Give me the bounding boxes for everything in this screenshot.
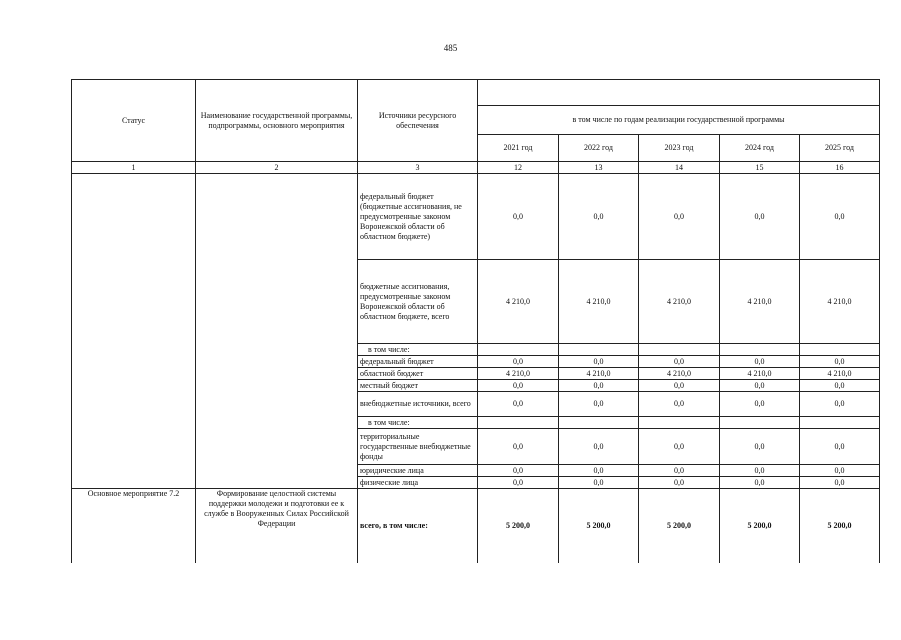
col-number: 1: [72, 162, 196, 174]
header-by-years: в том числе по годам реализации государственной программы: [478, 106, 880, 135]
value-cell: 0,0: [639, 380, 720, 392]
value-cell: 0,0: [559, 465, 639, 477]
value-cell: 0,0: [720, 477, 800, 489]
value-cell: [639, 344, 720, 356]
col-number: 2: [196, 162, 358, 174]
value-cell: [720, 344, 800, 356]
value-cell: [559, 344, 639, 356]
table-row: [72, 174, 880, 260]
value-cell: 4 210,0: [478, 368, 559, 380]
name-cell-empty: [196, 174, 358, 489]
value-cell: 0,0: [639, 477, 720, 489]
source-cell: областной бюджет: [358, 368, 478, 380]
value-cell: 0,0: [559, 429, 639, 465]
value-cell: 0,0: [800, 174, 880, 260]
value-cell: 0,0: [478, 356, 559, 368]
event-value: 5 200,0: [720, 489, 800, 563]
value-cell: 0,0: [639, 356, 720, 368]
value-cell: 0,0: [639, 465, 720, 477]
value-cell: 0,0: [800, 380, 880, 392]
col-number: 16: [800, 162, 880, 174]
value-cell: 0,0: [720, 380, 800, 392]
value-cell: 4 210,0: [800, 368, 880, 380]
source-cell: местный бюджет: [358, 380, 478, 392]
col-number: 3: [358, 162, 478, 174]
value-cell: 0,0: [478, 380, 559, 392]
event-status: Основное мероприятие 7.2: [72, 489, 196, 563]
header-blank: [478, 80, 880, 106]
value-cell: 0,0: [478, 174, 559, 260]
event-name: Формирование целостной системы поддержки молодежи и подготовки ее к службе в Вооруженных Силах Российской Федерации: [196, 489, 358, 563]
table-row-event: [72, 489, 880, 563]
header-program-name: Наименование государственной программы, подпрограммы, основного мероприятия: [196, 80, 358, 162]
value-cell: [639, 417, 720, 429]
status-cell-empty: [72, 174, 196, 489]
value-cell: 4 210,0: [478, 260, 559, 344]
value-cell: 4 210,0: [800, 260, 880, 344]
value-cell: 0,0: [559, 174, 639, 260]
value-cell: [720, 417, 800, 429]
page-number: 485: [443, 43, 458, 53]
value-cell: 0,0: [478, 477, 559, 489]
event-value: 5 200,0: [800, 489, 880, 563]
value-cell: 0,0: [800, 429, 880, 465]
col-number: 14: [639, 162, 720, 174]
event-value: 5 200,0: [478, 489, 559, 563]
value-cell: 0,0: [639, 174, 720, 260]
value-cell: 0,0: [478, 465, 559, 477]
source-cell: федеральный бюджет (бюджетные ассигнования, не предусмотренные законом Воронежской области об областном бюджете): [358, 174, 478, 260]
header-year: 2022 год: [559, 135, 639, 162]
value-cell: 0,0: [639, 392, 720, 417]
value-cell: 0,0: [800, 477, 880, 489]
source-cell: территориальные государственные внебюджетные фонды: [358, 429, 478, 465]
value-cell: 4 210,0: [720, 368, 800, 380]
value-cell: 0,0: [559, 380, 639, 392]
header-year: 2025 год: [800, 135, 880, 162]
source-cell: в том числе:: [358, 344, 478, 356]
source-cell: юридические лица: [358, 465, 478, 477]
value-cell: [559, 417, 639, 429]
value-cell: 0,0: [720, 392, 800, 417]
source-cell: федеральный бюджет: [358, 356, 478, 368]
header-year: 2024 год: [720, 135, 800, 162]
value-cell: [478, 417, 559, 429]
value-cell: 0,0: [478, 392, 559, 417]
value-cell: 0,0: [800, 392, 880, 417]
value-cell: 0,0: [639, 429, 720, 465]
source-cell: физические лица: [358, 477, 478, 489]
header-year: 2023 год: [639, 135, 720, 162]
value-cell: 0,0: [559, 392, 639, 417]
resource-table: [71, 79, 880, 563]
value-cell: 0,0: [559, 477, 639, 489]
value-cell: 0,0: [800, 356, 880, 368]
value-cell: 0,0: [720, 356, 800, 368]
value-cell: [800, 417, 880, 429]
col-number: 15: [720, 162, 800, 174]
source-cell: внебюджетные источники, всего: [358, 392, 478, 417]
value-cell: 0,0: [478, 429, 559, 465]
event-value: 5 200,0: [639, 489, 720, 563]
col-number: 13: [559, 162, 639, 174]
value-cell: 4 210,0: [720, 260, 800, 344]
value-cell: 0,0: [559, 356, 639, 368]
value-cell: 0,0: [720, 174, 800, 260]
value-cell: 4 210,0: [639, 368, 720, 380]
value-cell: 0,0: [720, 465, 800, 477]
value-cell: 4 210,0: [559, 368, 639, 380]
value-cell: 4 210,0: [559, 260, 639, 344]
source-cell: в том числе:: [358, 417, 478, 429]
event-source: всего, в том числе:: [358, 489, 478, 563]
header-sources: Источники ресурсного обеспечения: [358, 80, 478, 162]
value-cell: 0,0: [800, 465, 880, 477]
value-cell: 0,0: [720, 429, 800, 465]
header-status: Статус: [72, 80, 196, 162]
value-cell: [800, 344, 880, 356]
source-cell: бюджетные ассигнования, предусмотренные законом Воронежской области об областном бюджете, всего: [358, 260, 478, 344]
event-value: 5 200,0: [559, 489, 639, 563]
header-year: 2021 год: [478, 135, 559, 162]
value-cell: [478, 344, 559, 356]
col-number: 12: [478, 162, 559, 174]
value-cell: 4 210,0: [639, 260, 720, 344]
